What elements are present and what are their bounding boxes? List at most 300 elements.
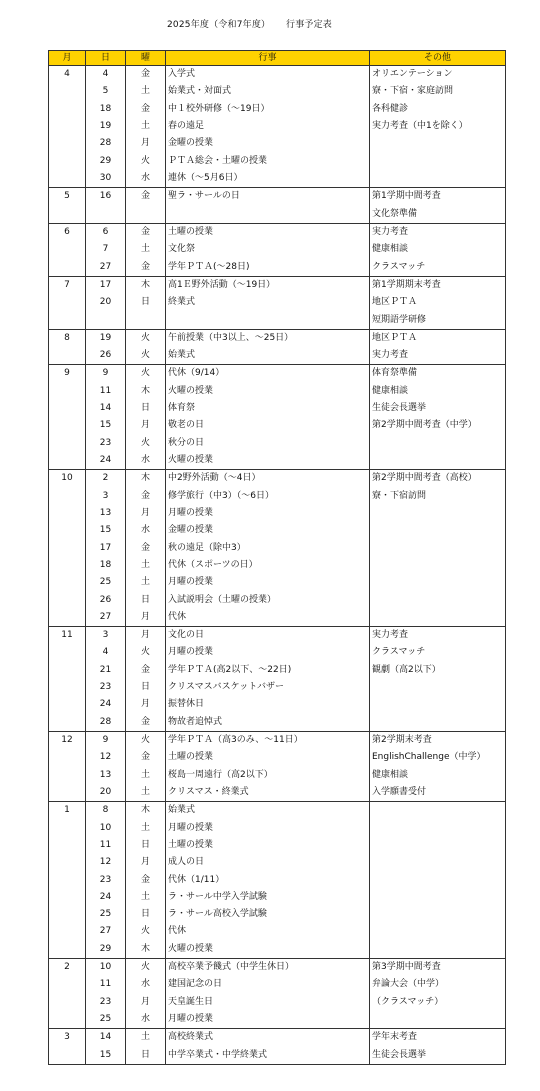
other-cell [370,819,506,836]
other-cell: 第2学期末考査 [370,731,506,749]
day-of-week-cell: 水 [126,976,166,993]
day-cell: 10 [86,819,126,836]
table-row [49,311,506,329]
table-row [49,976,506,993]
other-cell [370,435,506,452]
schedule-title: 行事予定表 [286,20,333,30]
month-cell: 10 [49,470,86,488]
month-cell: 11 [49,627,86,645]
day-cell: 14 [86,400,126,417]
other-cell: 寮・下宿・家庭訪問 [370,83,506,100]
event-cell: 建国記念の日 [166,976,370,993]
table-row [49,258,506,276]
day-cell: 19 [86,329,126,347]
other-cell [370,802,506,820]
day-of-week-cell: 金 [126,188,166,206]
day-of-week-cell: 月 [126,994,166,1011]
fiscal-year-label: 2025年度（令和7年度） [167,20,271,30]
month-cell [49,976,86,993]
table-row [49,488,506,505]
month-cell [49,889,86,906]
other-cell: 寮・下宿訪問 [370,488,506,505]
day-cell: 25 [86,906,126,923]
day-of-week-cell: 金 [126,101,166,118]
table-row [49,66,506,84]
other-cell: 地区ＰＴＡ [370,294,506,311]
other-cell [370,170,506,188]
other-cell: （クラスマッチ） [370,994,506,1011]
month-cell [49,153,86,170]
day-cell: 23 [86,994,126,1011]
event-cell: 終業式 [166,294,370,311]
header-month: 月 [49,51,86,66]
other-cell: 健康相談 [370,767,506,784]
day-of-week-cell: 日 [126,679,166,696]
other-cell [370,135,506,152]
event-cell: 中2野外活動（～4日） [166,470,370,488]
month-cell: 6 [49,223,86,241]
day-cell: 2 [86,470,126,488]
event-cell: 成人の日 [166,854,370,871]
event-cell: 高校卒業予餞式（中学生休日） [166,958,370,976]
other-cell [370,837,506,854]
other-cell: 第1学期期末考査 [370,276,506,294]
table-row [49,1029,506,1047]
day-cell: 14 [86,1029,126,1047]
month-cell [49,435,86,452]
event-cell [166,206,370,224]
day-of-week-cell: 月 [126,696,166,713]
other-cell: 実力考査 [370,347,506,365]
other-cell: EnglishChallenge（中学） [370,749,506,766]
other-cell: 観劇（高2以下） [370,662,506,679]
event-cell: 秋分の日 [166,435,370,452]
day-cell: 7 [86,241,126,258]
month-cell [49,574,86,591]
table-row [49,749,506,766]
other-cell: 第2学期中間考査（中学） [370,417,506,434]
table-row [49,941,506,959]
event-cell: 敬老の日 [166,417,370,434]
day-of-week-cell: 土 [126,767,166,784]
month-cell [49,994,86,1011]
day-of-week-cell: 月 [126,609,166,627]
day-cell [86,206,126,224]
event-cell: 体育祭 [166,400,370,417]
day-cell: 27 [86,923,126,940]
day-cell: 27 [86,609,126,627]
other-cell: 短期語学研修 [370,311,506,329]
event-cell: 秋の遠足（除中3） [166,539,370,556]
table-row [49,539,506,556]
month-cell: 3 [49,1029,86,1047]
event-cell: 連休（～5月6日） [166,170,370,188]
event-cell: 代休 [166,609,370,627]
other-cell [370,941,506,959]
table-row [49,206,506,224]
table-row [49,101,506,118]
day-of-week-cell: 日 [126,400,166,417]
table-row [49,1011,506,1029]
event-cell: 学年ＰＴＡ(～28日) [166,258,370,276]
day-cell: 17 [86,539,126,556]
event-cell: 始業式・対面式 [166,83,370,100]
table-row [49,135,506,152]
day-of-week-cell: 木 [126,383,166,400]
event-cell: 振替休日 [166,696,370,713]
month-cell [49,696,86,713]
event-cell: ラ・サール高校入学試験 [166,906,370,923]
other-cell: 実力考査 [370,223,506,241]
day-cell: 25 [86,574,126,591]
other-cell: 入学願書受付 [370,784,506,802]
day-cell: 16 [86,188,126,206]
month-cell [49,662,86,679]
other-cell: 生徒会長選挙 [370,1047,506,1065]
month-cell [49,417,86,434]
header-row [49,51,506,66]
day-of-week-cell: 火 [126,347,166,365]
day-of-week-cell: 水 [126,452,166,470]
event-cell: 入学式 [166,66,370,84]
table-row [49,854,506,871]
table-row [49,731,506,749]
table-row [49,644,506,661]
schedule-table [48,50,506,1065]
table-row [49,958,506,976]
day-of-week-cell: 金 [126,539,166,556]
month-cell: 8 [49,329,86,347]
table-row [49,276,506,294]
table-row [49,609,506,627]
other-cell: 健康相談 [370,383,506,400]
event-cell: 午前授業（中3以上、～25日） [166,329,370,347]
other-cell [370,574,506,591]
month-cell [49,452,86,470]
month-cell [49,819,86,836]
month-cell [49,591,86,608]
day-of-week-cell: 木 [126,941,166,959]
table-row [49,837,506,854]
table-row [49,347,506,365]
day-of-week-cell: 火 [126,435,166,452]
day-of-week-cell: 月 [126,854,166,871]
event-cell: 天皇誕生日 [166,994,370,1011]
day-cell: 15 [86,417,126,434]
day-of-week-cell: 金 [126,749,166,766]
day-of-week-cell: 金 [126,258,166,276]
other-cell: 実力考査（中1を除く） [370,118,506,135]
other-cell [370,923,506,940]
day-of-week-cell: 土 [126,241,166,258]
table-row [49,557,506,574]
day-of-week-cell: 火 [126,923,166,940]
other-cell [370,505,506,522]
month-cell: 2 [49,958,86,976]
table-row [49,505,506,522]
month-cell [49,206,86,224]
day-of-week-cell: 土 [126,557,166,574]
other-cell: 第3学期中間考査 [370,958,506,976]
day-of-week-cell: 火 [126,329,166,347]
table-row [49,470,506,488]
month-cell [49,294,86,311]
other-cell [370,452,506,470]
day-cell: 13 [86,505,126,522]
table-row [49,591,506,608]
day-of-week-cell: 水 [126,170,166,188]
event-cell: 桜島一周遠行（高2以下） [166,767,370,784]
month-cell [49,767,86,784]
day-cell: 21 [86,662,126,679]
header-day-of-week: 曜 [126,51,166,66]
day-cell: 9 [86,731,126,749]
event-cell: 物故者追悼式 [166,714,370,732]
header-event: 行事 [166,51,370,66]
table-row [49,452,506,470]
other-cell [370,871,506,888]
month-cell [49,83,86,100]
table-row [49,383,506,400]
other-cell: クラスマッチ [370,258,506,276]
event-cell: 代休（9/14） [166,365,370,383]
event-cell: 始業式 [166,802,370,820]
event-cell: 月曜の授業 [166,1011,370,1029]
month-cell: 1 [49,802,86,820]
day-cell: 23 [86,435,126,452]
event-cell: 高1Ｅ野外活動（～19日） [166,276,370,294]
day-cell: 12 [86,749,126,766]
day-cell: 9 [86,365,126,383]
day-of-week-cell: 日 [126,294,166,311]
other-cell: 生徒会長選挙 [370,400,506,417]
month-cell: 12 [49,731,86,749]
other-cell [370,1011,506,1029]
day-of-week-cell: 月 [126,417,166,434]
day-of-week-cell: 月 [126,505,166,522]
day-cell: 25 [86,1011,126,1029]
month-cell [49,644,86,661]
month-cell [49,1047,86,1065]
table-row [49,365,506,383]
month-cell [49,1011,86,1029]
month-cell [49,557,86,574]
event-cell: 代休（スポーツの日） [166,557,370,574]
table-row [49,241,506,258]
month-cell [49,118,86,135]
day-cell: 15 [86,1047,126,1065]
table-row [49,400,506,417]
month-cell [49,714,86,732]
table-row [49,1047,506,1065]
other-cell: 健康相談 [370,241,506,258]
event-cell: ＰＴＡ総会・土曜の授業 [166,153,370,170]
table-row [49,435,506,452]
day-of-week-cell: 土 [126,1029,166,1047]
day-cell: 4 [86,644,126,661]
day-cell: 27 [86,258,126,276]
day-of-week-cell: 日 [126,591,166,608]
day-of-week-cell: 日 [126,1047,166,1065]
day-cell: 13 [86,767,126,784]
month-cell [49,749,86,766]
table-row [49,329,506,347]
event-cell: 代休（1/11） [166,871,370,888]
table-row [49,871,506,888]
month-cell [49,679,86,696]
day-cell: 12 [86,854,126,871]
month-cell [49,906,86,923]
day-cell: 17 [86,276,126,294]
table-row [49,118,506,135]
other-cell: 第1学期中間考査 [370,188,506,206]
day-of-week-cell: 月 [126,135,166,152]
month-cell [49,347,86,365]
day-of-week-cell: 土 [126,819,166,836]
month-cell [49,488,86,505]
month-cell [49,505,86,522]
day-of-week-cell: 木 [126,470,166,488]
table-row [49,170,506,188]
event-cell: 月曜の授業 [166,644,370,661]
month-cell [49,258,86,276]
month-cell: 5 [49,188,86,206]
day-cell: 5 [86,83,126,100]
table-row [49,906,506,923]
day-of-week-cell: 木 [126,802,166,820]
event-cell: 始業式 [166,347,370,365]
other-cell [370,679,506,696]
table-row [49,662,506,679]
day-cell: 20 [86,294,126,311]
header-day: 日 [86,51,126,66]
other-cell [370,609,506,627]
day-cell: 19 [86,118,126,135]
day-of-week-cell: 水 [126,1011,166,1029]
day-of-week-cell: 金 [126,66,166,84]
table-row [49,294,506,311]
month-cell [49,311,86,329]
month-cell [49,941,86,959]
day-of-week-cell: 火 [126,365,166,383]
day-cell: 3 [86,488,126,505]
day-cell: 29 [86,153,126,170]
event-cell: 聖ラ・サールの日 [166,188,370,206]
table-row [49,784,506,802]
day-cell: 30 [86,170,126,188]
day-cell: 6 [86,223,126,241]
month-cell [49,837,86,854]
event-cell: クリスマスバスケットバザー [166,679,370,696]
event-cell: 入試説明会（土曜の授業） [166,591,370,608]
day-cell: 28 [86,135,126,152]
other-cell: クラスマッチ [370,644,506,661]
month-cell [49,854,86,871]
day-cell: 24 [86,696,126,713]
event-cell: 月曜の授業 [166,574,370,591]
other-cell [370,153,506,170]
day-of-week-cell: 火 [126,731,166,749]
table-row [49,83,506,100]
other-cell: 実力考査 [370,627,506,645]
other-cell [370,522,506,539]
schedule-body [49,66,506,1065]
day-cell: 11 [86,837,126,854]
day-of-week-cell: 土 [126,784,166,802]
other-cell [370,906,506,923]
day-of-week-cell [126,311,166,329]
day-cell: 11 [86,976,126,993]
day-of-week-cell [126,206,166,224]
day-cell: 26 [86,591,126,608]
event-cell: 月曜の授業 [166,505,370,522]
day-cell: 11 [86,383,126,400]
day-cell: 28 [86,714,126,732]
table-row [49,767,506,784]
day-of-week-cell: 金 [126,488,166,505]
other-cell: 学年末考査 [370,1029,506,1047]
day-of-week-cell: 土 [126,83,166,100]
day-cell: 24 [86,452,126,470]
day-of-week-cell: 金 [126,871,166,888]
other-cell: 第2学期中間考査（高校） [370,470,506,488]
table-row [49,522,506,539]
event-cell: 中学卒業式・中学終業式 [166,1047,370,1065]
event-cell: 月曜の授業 [166,819,370,836]
month-cell: 9 [49,365,86,383]
month-cell [49,784,86,802]
other-cell [370,591,506,608]
event-cell: 土曜の授業 [166,749,370,766]
month-cell [49,923,86,940]
table-row [49,679,506,696]
event-cell: クリスマス・終業式 [166,784,370,802]
other-cell: 体育祭準備 [370,365,506,383]
day-cell: 18 [86,101,126,118]
table-row [49,153,506,170]
day-cell: 3 [86,627,126,645]
month-cell [49,871,86,888]
event-cell: 金曜の授業 [166,522,370,539]
day-of-week-cell: 水 [126,522,166,539]
table-row [49,223,506,241]
header-other: その他 [370,51,506,66]
other-cell: 弁論大会（中学） [370,976,506,993]
table-row [49,819,506,836]
event-cell: 土曜の授業 [166,837,370,854]
day-of-week-cell: 金 [126,714,166,732]
day-of-week-cell: 日 [126,906,166,923]
other-cell [370,854,506,871]
table-row [49,417,506,434]
table-row [49,574,506,591]
day-cell: 23 [86,679,126,696]
other-cell [370,557,506,574]
day-cell: 24 [86,889,126,906]
other-cell [370,696,506,713]
event-cell: 火曜の授業 [166,452,370,470]
event-cell: 文化祭 [166,241,370,258]
month-cell [49,539,86,556]
day-of-week-cell: 土 [126,118,166,135]
day-cell: 26 [86,347,126,365]
table-row [49,696,506,713]
day-of-week-cell: 土 [126,889,166,906]
day-cell [86,311,126,329]
month-cell [49,522,86,539]
other-cell [370,889,506,906]
event-cell: 火曜の授業 [166,383,370,400]
